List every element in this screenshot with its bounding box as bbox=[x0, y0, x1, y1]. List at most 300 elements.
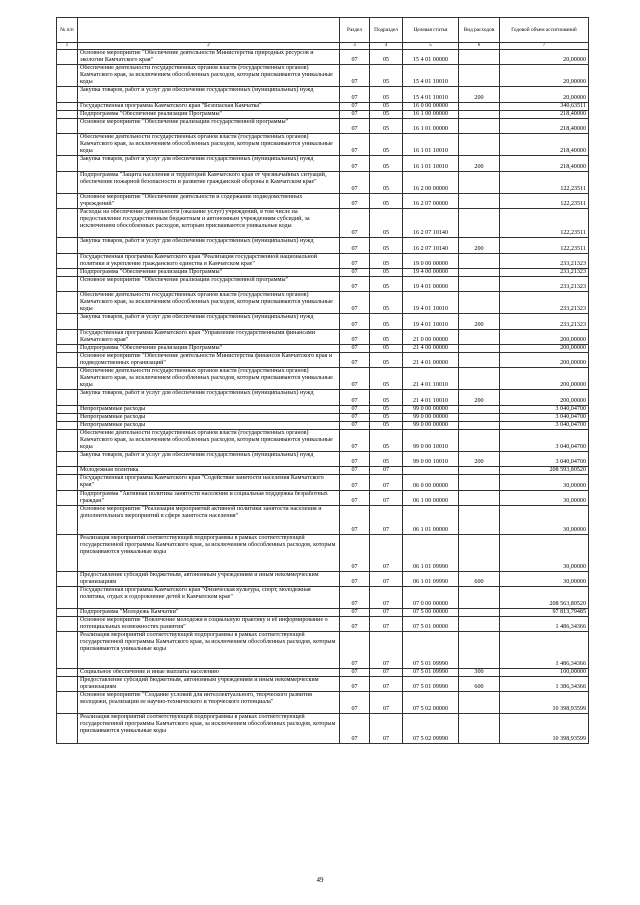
row-amount-cell: 30,00000 bbox=[500, 505, 589, 534]
row-razdel-cell: 07 bbox=[340, 65, 370, 87]
table-row bbox=[57, 405, 589, 413]
row-name-cell: Подпрограмма "Активная политика занятости населения и социальная поддержка безработных граждан" bbox=[78, 490, 340, 505]
row-podrazdel-cell: 07 bbox=[370, 692, 403, 714]
row-podrazdel-cell: 05 bbox=[370, 134, 403, 156]
row-razdel-cell: 07 bbox=[340, 118, 370, 133]
row-name-cell: Обеспечение деятельности государственных органов власти (государственных органов) Камчатского края, за исключением обособленных расходов, которым присваиваются уникальные коды bbox=[78, 292, 340, 314]
row-expense-type-cell bbox=[459, 352, 500, 367]
table-row bbox=[57, 692, 589, 714]
row-name-cell: Обеспечение деятельности государственных органов власти (государственных органов) Камчатского края, за исключением обособленных расходов, которым присваиваются уникальные коды bbox=[78, 429, 340, 451]
table-row bbox=[57, 292, 589, 314]
row-razdel-cell: 07 bbox=[340, 102, 370, 110]
row-target-article-cell: 16 1 01 10010 bbox=[403, 134, 459, 156]
row-amount-cell: 30,00000 bbox=[500, 490, 589, 505]
table-row bbox=[57, 421, 589, 429]
row-amount-cell: 200,00000 bbox=[500, 368, 589, 390]
document-page bbox=[56, 17, 588, 744]
row-name-cell: Непрограммные расходы bbox=[78, 405, 340, 413]
row-number-cell bbox=[57, 390, 78, 405]
row-podrazdel-cell: 07 bbox=[370, 609, 403, 617]
row-amount-cell: 122,23511 bbox=[500, 238, 589, 253]
row-amount-cell: 20,00000 bbox=[500, 50, 589, 65]
row-target-article-cell: 16 2 07 10140 bbox=[403, 238, 459, 253]
row-number-cell bbox=[57, 475, 78, 490]
row-amount-cell: 208 563,80520 bbox=[500, 586, 589, 608]
row-name-cell: Закупка товаров, работ и услуг для обеспечения государственных (муниципальных) нужд bbox=[78, 314, 340, 329]
row-podrazdel-cell: 07 bbox=[370, 505, 403, 534]
row-amount-cell: 233,21323 bbox=[500, 268, 589, 276]
row-target-article-cell: 07 5 00 00000 bbox=[403, 609, 459, 617]
row-name-cell: Основное мероприятие "Обеспечение деятельности Министерства природных ресурсов и экологии Камчатского края" bbox=[78, 50, 340, 65]
table-row bbox=[57, 110, 589, 118]
row-expense-type-cell bbox=[459, 586, 500, 608]
row-expense-type-cell bbox=[459, 368, 500, 390]
row-name-cell: Подпрограмма "Обеспечение реализации Программы" bbox=[78, 110, 340, 118]
row-podrazdel-cell: 05 bbox=[370, 276, 403, 291]
row-podrazdel-cell: 05 bbox=[370, 329, 403, 344]
table-row bbox=[57, 253, 589, 268]
row-expense-type-cell bbox=[459, 609, 500, 617]
row-amount-cell: 208 593,80520 bbox=[500, 467, 589, 475]
row-amount-cell: 3 040,04700 bbox=[500, 405, 589, 413]
table-row bbox=[57, 314, 589, 329]
row-amount-cell: 10 398,93599 bbox=[500, 714, 589, 743]
row-podrazdel-cell: 05 bbox=[370, 209, 403, 238]
row-name-cell: Закупка товаров, работ и услуг для обеспечения государственных (муниципальных) нужд bbox=[78, 452, 340, 467]
row-amount-cell: 122,23511 bbox=[500, 193, 589, 208]
col-number: 4 bbox=[370, 43, 403, 50]
row-expense-type-cell bbox=[459, 253, 500, 268]
row-podrazdel-cell: 07 bbox=[370, 571, 403, 586]
row-podrazdel-cell: 05 bbox=[370, 390, 403, 405]
row-expense-type-cell bbox=[459, 209, 500, 238]
row-name-cell: Предоставление субсидий бюджетным, автономным учреждениям и иным некоммерческим организациям bbox=[78, 676, 340, 691]
row-razdel-cell: 07 bbox=[340, 276, 370, 291]
row-expense-type-cell bbox=[459, 344, 500, 352]
row-razdel-cell: 07 bbox=[340, 344, 370, 352]
row-amount-cell: 233,21323 bbox=[500, 292, 589, 314]
row-razdel-cell: 07 bbox=[340, 390, 370, 405]
col-number: 6 bbox=[459, 43, 500, 50]
row-expense-type-cell bbox=[459, 429, 500, 451]
row-target-article-cell: 16 2 07 10140 bbox=[403, 209, 459, 238]
row-razdel-cell: 07 bbox=[340, 134, 370, 156]
row-expense-type-cell: 600 bbox=[459, 571, 500, 586]
row-expense-type-cell: 200 bbox=[459, 87, 500, 102]
row-razdel-cell: 07 bbox=[340, 586, 370, 608]
row-name-cell: Основное мероприятие "Обеспечение реализации государственной программы" bbox=[78, 118, 340, 133]
row-target-article-cell: 07 5 01 00000 bbox=[403, 617, 459, 632]
row-number-cell bbox=[57, 352, 78, 367]
row-amount-cell: 97 813,79485 bbox=[500, 609, 589, 617]
row-target-article-cell: 19 0 00 00000 bbox=[403, 253, 459, 268]
row-razdel-cell: 07 bbox=[340, 368, 370, 390]
row-expense-type-cell bbox=[459, 475, 500, 490]
row-razdel-cell: 07 bbox=[340, 475, 370, 490]
table-row bbox=[57, 586, 589, 608]
row-razdel-cell: 07 bbox=[340, 692, 370, 714]
row-number-cell bbox=[57, 209, 78, 238]
col-header-annual-amount: Годовой объем ассигнований bbox=[500, 18, 589, 43]
row-podrazdel-cell: 05 bbox=[370, 405, 403, 413]
row-name-cell: Обеспечение деятельности государственных органов власти (государственных органов) Камчатского края, за исключением обособленных расходов, которым присваиваются уникальные коды bbox=[78, 134, 340, 156]
row-razdel-cell: 07 bbox=[340, 171, 370, 193]
row-razdel-cell: 07 bbox=[340, 292, 370, 314]
row-target-article-cell: 06 1 00 00000 bbox=[403, 490, 459, 505]
table-row bbox=[57, 171, 589, 193]
row-target-article-cell: 16 2 07 00000 bbox=[403, 193, 459, 208]
row-number-cell bbox=[57, 276, 78, 291]
row-razdel-cell: 07 bbox=[340, 405, 370, 413]
table-row bbox=[57, 50, 589, 65]
table-row bbox=[57, 65, 589, 87]
table-row bbox=[57, 134, 589, 156]
row-razdel-cell: 07 bbox=[340, 329, 370, 344]
row-target-article-cell: 06 1 01 00000 bbox=[403, 505, 459, 534]
row-target-article-cell: 16 2 00 00000 bbox=[403, 171, 459, 193]
row-target-article-cell: 19 4 01 10010 bbox=[403, 314, 459, 329]
col-number: 1 bbox=[57, 43, 78, 50]
row-amount-cell: 3 040,04700 bbox=[500, 429, 589, 451]
row-razdel-cell: 07 bbox=[340, 156, 370, 171]
row-podrazdel-cell: 05 bbox=[370, 156, 403, 171]
row-number-cell bbox=[57, 344, 78, 352]
row-target-article-cell: 19 4 01 10010 bbox=[403, 292, 459, 314]
row-target-article-cell: 99 0 00 10010 bbox=[403, 452, 459, 467]
row-razdel-cell: 07 bbox=[340, 571, 370, 586]
row-amount-cell: 233,21323 bbox=[500, 276, 589, 291]
row-target-article-cell: 99 0 00 00000 bbox=[403, 405, 459, 413]
row-number-cell bbox=[57, 490, 78, 505]
row-name-cell: Подпрограмма "Защита населения и территорий Камчатского края от чрезвычайных ситуаций, обеспечение пожарной безопасности и развитие гражданской обороны в Камчатском крае" bbox=[78, 171, 340, 193]
row-name-cell: Подпрограмма "Обеспечение реализации Программы" bbox=[78, 344, 340, 352]
table-row bbox=[57, 535, 589, 572]
row-amount-cell: 1 486,34366 bbox=[500, 617, 589, 632]
col-header-razdel: Раздел bbox=[340, 18, 370, 43]
row-name-cell: Предоставление субсидий бюджетным, автономным учреждениям и иным некоммерческим организациям bbox=[78, 571, 340, 586]
row-number-cell bbox=[57, 118, 78, 133]
row-amount-cell: 30,00000 bbox=[500, 475, 589, 490]
row-expense-type-cell bbox=[459, 102, 500, 110]
table-row bbox=[57, 429, 589, 451]
row-target-article-cell: 21 4 00 00000 bbox=[403, 344, 459, 352]
row-expense-type-cell: 200 bbox=[459, 452, 500, 467]
row-razdel-cell: 07 bbox=[340, 714, 370, 743]
row-number-cell bbox=[57, 110, 78, 118]
row-name-cell: Подпрограмма "Молодежь Камчатки" bbox=[78, 609, 340, 617]
row-amount-cell: 340,63511 bbox=[500, 102, 589, 110]
row-number-cell bbox=[57, 314, 78, 329]
row-name-cell: Государственная программа Камчатского края "Безопасная Камчатка" bbox=[78, 102, 340, 110]
row-amount-cell: 3 040,04700 bbox=[500, 452, 589, 467]
row-amount-cell: 1 486,34366 bbox=[500, 632, 589, 669]
header-row bbox=[57, 18, 589, 43]
row-name-cell: Основное мероприятие "Вовлечение молодежи в социальную практику и её информирование о потенциальных возможностях развития" bbox=[78, 617, 340, 632]
col-header-number: № п/п bbox=[57, 18, 78, 43]
table-row bbox=[57, 352, 589, 367]
row-target-article-cell: 15 4 01 10010 bbox=[403, 65, 459, 87]
row-number-cell bbox=[57, 405, 78, 413]
table-row bbox=[57, 668, 589, 676]
row-target-article-cell: 07 5 02 09990 bbox=[403, 714, 459, 743]
row-number-cell bbox=[57, 668, 78, 676]
row-amount-cell: 30,00000 bbox=[500, 571, 589, 586]
row-number-cell bbox=[57, 505, 78, 534]
row-expense-type-cell bbox=[459, 65, 500, 87]
row-podrazdel-cell: 05 bbox=[370, 171, 403, 193]
row-podrazdel-cell: 05 bbox=[370, 413, 403, 421]
row-expense-type-cell bbox=[459, 617, 500, 632]
row-razdel-cell: 07 bbox=[340, 314, 370, 329]
table-row bbox=[57, 193, 589, 208]
row-name-cell: Расходы на обеспечение деятельности (оказание услуг) учреждений, в том числе на предоставление государственным бюджетным и автономным учреждениям субсидий, за исключением обособленных расходов, которым присваиваются уникальные коды bbox=[78, 209, 340, 238]
row-amount-cell: 233,21323 bbox=[500, 253, 589, 268]
row-target-article-cell: 99 0 00 00000 bbox=[403, 421, 459, 429]
row-target-article-cell: 21 0 00 00000 bbox=[403, 329, 459, 344]
row-number-cell bbox=[57, 50, 78, 65]
row-target-article-cell: 07 5 02 00000 bbox=[403, 692, 459, 714]
table-row bbox=[57, 467, 589, 475]
row-podrazdel-cell: 07 bbox=[370, 535, 403, 572]
table-row bbox=[57, 714, 589, 743]
row-podrazdel-cell: 07 bbox=[370, 676, 403, 691]
row-expense-type-cell: 200 bbox=[459, 156, 500, 171]
row-target-article-cell: 16 1 00 00000 bbox=[403, 110, 459, 118]
row-expense-type-cell bbox=[459, 50, 500, 65]
row-number-cell bbox=[57, 292, 78, 314]
row-podrazdel-cell: 05 bbox=[370, 65, 403, 87]
table-row bbox=[57, 390, 589, 405]
row-name-cell: Подпрограмма "Обеспечение реализации Программы" bbox=[78, 268, 340, 276]
row-name-cell: Государственная программа Камчатского края "Содействие занятости населения Камчатского края" bbox=[78, 475, 340, 490]
row-amount-cell: 100,00000 bbox=[500, 668, 589, 676]
row-number-cell bbox=[57, 368, 78, 390]
row-podrazdel-cell: 05 bbox=[370, 292, 403, 314]
col-number: 5 bbox=[403, 43, 459, 50]
row-name-cell: Государственная программа Камчатского края "Физическая культура, спорт, молодежная политика, отдых и оздоровление детей в Камчатском крае" bbox=[78, 586, 340, 608]
row-amount-cell: 3 040,04700 bbox=[500, 413, 589, 421]
row-number-cell bbox=[57, 429, 78, 451]
row-amount-cell: 200,00000 bbox=[500, 344, 589, 352]
row-podrazdel-cell: 05 bbox=[370, 344, 403, 352]
row-target-article-cell: 07 0 00 00000 bbox=[403, 586, 459, 608]
row-amount-cell: 200,00000 bbox=[500, 352, 589, 367]
row-name-cell: Реализация мероприятий соответствующей подпрограммы в рамках соответствующей государственной программы Камчатского края, за исключением обособленных расходов, которым присваиваются уникальные коды bbox=[78, 714, 340, 743]
row-expense-type-cell bbox=[459, 118, 500, 133]
row-razdel-cell: 07 bbox=[340, 193, 370, 208]
row-razdel-cell: 07 bbox=[340, 413, 370, 421]
row-number-cell bbox=[57, 238, 78, 253]
row-razdel-cell: 07 bbox=[340, 421, 370, 429]
row-name-cell: Обеспечение деятельности государственных органов власти (государственных органов) Камчатского края, за исключением обособленных расходов, которым присваиваются уникальные коды bbox=[78, 368, 340, 390]
row-razdel-cell: 07 bbox=[340, 609, 370, 617]
row-podrazdel-cell: 05 bbox=[370, 102, 403, 110]
row-amount-cell: 218,40000 bbox=[500, 110, 589, 118]
row-number-cell bbox=[57, 452, 78, 467]
row-number-cell bbox=[57, 102, 78, 110]
row-number-cell bbox=[57, 87, 78, 102]
table-body bbox=[57, 50, 589, 744]
row-razdel-cell: 07 bbox=[340, 668, 370, 676]
row-podrazdel-cell: 05 bbox=[370, 193, 403, 208]
table-row bbox=[57, 238, 589, 253]
row-number-cell bbox=[57, 714, 78, 743]
row-number-cell bbox=[57, 413, 78, 421]
row-razdel-cell: 07 bbox=[340, 50, 370, 65]
row-amount-cell: 200,00000 bbox=[500, 390, 589, 405]
page-number: 49 bbox=[316, 876, 324, 884]
row-amount-cell: 1 386,34366 bbox=[500, 676, 589, 691]
row-target-article-cell: 15 4 01 00000 bbox=[403, 50, 459, 65]
row-number-cell bbox=[57, 535, 78, 572]
row-name-cell: Основное мероприятие "Обеспечение деятельности Министерства финансов Камчатского края и подведомственных организаций" bbox=[78, 352, 340, 367]
row-target-article-cell: 19 4 00 00000 bbox=[403, 268, 459, 276]
row-podrazdel-cell: 07 bbox=[370, 714, 403, 743]
row-name-cell: Непрограммные расходы bbox=[78, 413, 340, 421]
table-row bbox=[57, 268, 589, 276]
row-razdel-cell: 07 bbox=[340, 676, 370, 691]
table-row bbox=[57, 609, 589, 617]
table-row bbox=[57, 368, 589, 390]
row-expense-type-cell bbox=[459, 535, 500, 572]
col-number: 3 bbox=[340, 43, 370, 50]
col-number: 7 bbox=[500, 43, 589, 50]
row-target-article-cell: 21 4 01 10010 bbox=[403, 368, 459, 390]
row-expense-type-cell: 300 bbox=[459, 668, 500, 676]
row-podrazdel-cell: 05 bbox=[370, 87, 403, 102]
row-razdel-cell: 07 bbox=[340, 505, 370, 534]
table-row bbox=[57, 276, 589, 291]
row-number-cell bbox=[57, 268, 78, 276]
row-target-article-cell: 19 4 01 00000 bbox=[403, 276, 459, 291]
row-name-cell: Основное мероприятие "Обеспечение реализации государственной программы" bbox=[78, 276, 340, 291]
row-target-article-cell: 99 0 00 00000 bbox=[403, 413, 459, 421]
row-expense-type-cell bbox=[459, 134, 500, 156]
row-razdel-cell: 07 bbox=[340, 429, 370, 451]
row-amount-cell: 218,40000 bbox=[500, 134, 589, 156]
row-amount-cell: 122,23511 bbox=[500, 209, 589, 238]
row-razdel-cell: 07 bbox=[340, 268, 370, 276]
row-razdel-cell: 07 bbox=[340, 535, 370, 572]
row-razdel-cell: 07 bbox=[340, 467, 370, 475]
row-target-article-cell: 06 0 00 00000 bbox=[403, 475, 459, 490]
row-target-article-cell: 21 4 01 00000 bbox=[403, 352, 459, 367]
row-razdel-cell: 07 bbox=[340, 490, 370, 505]
row-razdel-cell: 07 bbox=[340, 110, 370, 118]
row-expense-type-cell bbox=[459, 405, 500, 413]
table-row bbox=[57, 329, 589, 344]
row-expense-type-cell bbox=[459, 632, 500, 669]
row-podrazdel-cell: 05 bbox=[370, 253, 403, 268]
row-expense-type-cell bbox=[459, 268, 500, 276]
col-number: 2 bbox=[78, 43, 340, 50]
row-razdel-cell: 07 bbox=[340, 352, 370, 367]
row-expense-type-cell bbox=[459, 714, 500, 743]
row-expense-type-cell bbox=[459, 110, 500, 118]
table-row bbox=[57, 102, 589, 110]
table-row bbox=[57, 505, 589, 534]
row-name-cell: Обеспечение деятельности государственных органов власти (государственных органов) Камчатского края, за исключением обособленных расходов, которым присваиваются уникальные коды bbox=[78, 65, 340, 87]
row-podrazdel-cell: 07 bbox=[370, 475, 403, 490]
row-podrazdel-cell: 05 bbox=[370, 50, 403, 65]
row-expense-type-cell bbox=[459, 490, 500, 505]
row-number-cell bbox=[57, 253, 78, 268]
row-number-cell bbox=[57, 134, 78, 156]
row-razdel-cell: 07 bbox=[340, 238, 370, 253]
row-name-cell: Закупка товаров, работ и услуг для обеспечения государственных (муниципальных) нужд bbox=[78, 156, 340, 171]
row-number-cell bbox=[57, 676, 78, 691]
row-podrazdel-cell: 05 bbox=[370, 352, 403, 367]
row-podrazdel-cell: 05 bbox=[370, 110, 403, 118]
row-expense-type-cell bbox=[459, 413, 500, 421]
row-expense-type-cell: 200 bbox=[459, 238, 500, 253]
row-razdel-cell: 07 bbox=[340, 209, 370, 238]
row-razdel-cell: 07 bbox=[340, 632, 370, 669]
table-row bbox=[57, 475, 589, 490]
table-row bbox=[57, 156, 589, 171]
row-name-cell: Основное мероприятие "Реализация мероприятий активной политики занятости населения и дополнительных мероприятий в сфере занятости населения" bbox=[78, 505, 340, 534]
row-expense-type-cell: 200 bbox=[459, 390, 500, 405]
row-amount-cell: 20,00000 bbox=[500, 87, 589, 102]
row-amount-cell: 3 040,04700 bbox=[500, 421, 589, 429]
row-target-article-cell: 16 1 01 00000 bbox=[403, 118, 459, 133]
row-number-cell bbox=[57, 632, 78, 669]
table-row bbox=[57, 87, 589, 102]
row-number-cell bbox=[57, 329, 78, 344]
row-podrazdel-cell: 07 bbox=[370, 617, 403, 632]
row-name-cell: Реализация мероприятий соответствующей подпрограммы в рамках соответствующей государственной программы Камчатского края, за исключением обособленных расходов, которым присваиваются уникальные коды bbox=[78, 632, 340, 669]
row-podrazdel-cell: 07 bbox=[370, 668, 403, 676]
row-amount-cell: 122,23511 bbox=[500, 171, 589, 193]
table-row bbox=[57, 344, 589, 352]
table-row bbox=[57, 676, 589, 691]
row-expense-type-cell bbox=[459, 467, 500, 475]
row-amount-cell: 218,40000 bbox=[500, 156, 589, 171]
row-number-cell bbox=[57, 193, 78, 208]
row-target-article-cell: 15 4 01 10010 bbox=[403, 87, 459, 102]
row-expense-type-cell bbox=[459, 193, 500, 208]
row-expense-type-cell bbox=[459, 421, 500, 429]
row-amount-cell: 30,00000 bbox=[500, 535, 589, 572]
table-row bbox=[57, 452, 589, 467]
col-header-expense-type: Вид расходов bbox=[459, 18, 500, 43]
row-expense-type-cell bbox=[459, 292, 500, 314]
row-name-cell: Государственная программа Камчатского края "Управление государственными финансами Камчатского края" bbox=[78, 329, 340, 344]
table-row bbox=[57, 571, 589, 586]
row-number-cell bbox=[57, 421, 78, 429]
row-amount-cell: 218,40000 bbox=[500, 118, 589, 133]
row-amount-cell: 10 398,93599 bbox=[500, 692, 589, 714]
row-name-cell: Социальное обеспечение и иные выплаты населению bbox=[78, 668, 340, 676]
budget-table bbox=[56, 17, 589, 744]
row-number-cell bbox=[57, 171, 78, 193]
table-row bbox=[57, 118, 589, 133]
row-expense-type-cell bbox=[459, 692, 500, 714]
row-name-cell: Основное мероприятие "Обеспечение деятельности и содержание подведомственных учреждений" bbox=[78, 193, 340, 208]
row-podrazdel-cell: 07 bbox=[370, 632, 403, 669]
row-razdel-cell: 07 bbox=[340, 87, 370, 102]
col-header-target-article: Целевая статья bbox=[403, 18, 459, 43]
row-podrazdel-cell: 07 bbox=[370, 586, 403, 608]
row-podrazdel-cell: 05 bbox=[370, 268, 403, 276]
row-number-cell bbox=[57, 617, 78, 632]
row-target-article-cell: 06 1 01 09990 bbox=[403, 535, 459, 572]
row-podrazdel-cell: 07 bbox=[370, 467, 403, 475]
row-number-cell bbox=[57, 692, 78, 714]
table-row bbox=[57, 413, 589, 421]
row-target-article-cell bbox=[403, 467, 459, 475]
row-podrazdel-cell: 07 bbox=[370, 490, 403, 505]
